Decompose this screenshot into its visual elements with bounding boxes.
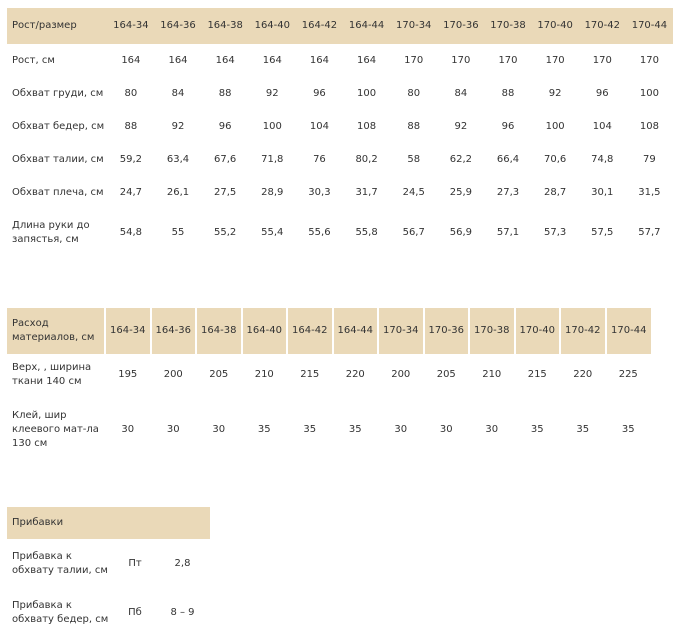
row-label: Прибавка к обхвату бедер, см: [12, 600, 109, 625]
size-header: 164-44: [333, 308, 379, 354]
cell-value: 210: [482, 369, 502, 380]
row-label: Рост, см: [12, 54, 55, 66]
cell-value: 30: [166, 424, 180, 435]
cell-value: 164: [309, 54, 329, 66]
table-row: [7, 209, 673, 257]
cell-value: 104: [592, 120, 612, 132]
size-header: 170-40: [532, 8, 579, 44]
cell-value: 76: [313, 153, 326, 165]
cell-value: 70,6: [544, 153, 567, 165]
size-header: 170-42: [579, 8, 626, 44]
table-row: [7, 354, 651, 396]
size-header: 164-36: [154, 8, 201, 44]
cell-value: 80: [124, 87, 138, 99]
cell-value: 96: [313, 87, 326, 99]
row-label: Клей, шир клеевого мат-ла 130 см: [12, 410, 99, 449]
cell-value: 88: [407, 120, 421, 132]
cell-value: 57,1: [496, 227, 520, 238]
cell-value: 24,7: [119, 186, 142, 198]
cell-value: 200: [391, 369, 411, 380]
size-header: 164-36: [151, 308, 197, 354]
size-header: 164-40: [242, 308, 288, 354]
size-header: 164-38: [202, 8, 249, 44]
cell-value: 55,8: [355, 227, 378, 238]
cell-value: 55: [171, 227, 185, 238]
cell-value: 170: [404, 54, 424, 66]
cell-value: 170: [451, 54, 471, 66]
size-header: 164-44: [343, 8, 390, 44]
cell-value: 24,5: [402, 186, 425, 198]
size-header: 164-34: [107, 8, 154, 44]
row-label: Верх, , ширина ткани 140 см: [12, 362, 92, 387]
cell-value: 96: [501, 120, 515, 132]
size-header: 164-42: [287, 308, 333, 354]
size-header: 164-34: [105, 308, 151, 354]
cell-value: 35: [576, 424, 590, 435]
cell-value: 200: [163, 369, 183, 380]
cell-value: 195: [118, 369, 138, 380]
cell-value: 28,7: [544, 186, 567, 198]
cell-value: 220: [345, 369, 365, 380]
table-row: [7, 143, 673, 176]
cell-value: 220: [573, 369, 593, 380]
allowance-value: 8 – 9: [170, 607, 195, 618]
cell-value: 215: [527, 369, 547, 380]
cell-value: 71,8: [261, 153, 284, 165]
cell-value: 31,7: [355, 186, 378, 198]
cell-value: 88: [218, 87, 232, 99]
cell-value: 170: [545, 54, 565, 66]
cell-value: 55,4: [261, 227, 284, 238]
size-header: 170-44: [606, 308, 652, 354]
cell-value: 225: [618, 369, 638, 380]
cell-value: 100: [262, 120, 282, 132]
cell-value: 66,4: [496, 153, 520, 165]
cell-value: 164: [121, 54, 141, 66]
cell-value: 30: [121, 424, 135, 435]
cell-value: 58: [407, 153, 421, 165]
cell-value: 35: [257, 424, 271, 435]
cell-value: 88: [501, 87, 515, 99]
cell-value: 92: [454, 120, 468, 132]
cell-value: 100: [639, 87, 659, 99]
row-label: Обхват талии, см: [12, 153, 104, 165]
cell-value: 79: [643, 153, 656, 165]
cell-value: 164: [215, 54, 235, 66]
cell-value: 215: [300, 369, 320, 380]
row-label: Прибавка к обхвату талии, см: [12, 551, 108, 576]
cell-value: 35: [303, 424, 317, 435]
table-row: [7, 396, 651, 464]
cell-value: 56,7: [402, 227, 425, 238]
cell-value: 27,3: [496, 186, 520, 198]
cell-value: 30: [485, 424, 499, 435]
cell-value: 80: [407, 87, 421, 99]
cell-value: 92: [265, 87, 279, 99]
cell-value: 84: [454, 87, 468, 99]
table-row: [7, 539, 210, 589]
cell-value: 92: [171, 120, 185, 132]
cell-value: 55,6: [308, 227, 331, 238]
cell-value: 96: [595, 87, 609, 99]
cell-value: 100: [545, 120, 565, 132]
size-header: 164-38: [196, 308, 242, 354]
table-row: [7, 77, 673, 110]
cell-value: 35: [621, 424, 635, 435]
cell-value: 104: [309, 120, 329, 132]
cell-value: 205: [209, 369, 229, 380]
cell-value: 170: [592, 54, 612, 66]
cell-value: 56,9: [449, 227, 472, 238]
size-header: 170-34: [390, 8, 437, 44]
cell-value: 164: [262, 54, 282, 66]
cell-value: 96: [218, 120, 232, 132]
cell-value: 62,2: [449, 153, 472, 165]
materials-table: [7, 308, 651, 464]
size-header: 164-42: [296, 8, 343, 44]
cell-value: 67,6: [214, 153, 237, 165]
cell-value: 170: [639, 54, 659, 66]
cell-value: 108: [357, 120, 377, 132]
table-row: [7, 110, 673, 143]
cell-value: 57,7: [638, 227, 661, 238]
cell-value: 80,2: [355, 153, 378, 165]
cell-value: 164: [168, 54, 188, 66]
cell-value: 30,3: [308, 186, 331, 198]
cell-value: 210: [254, 369, 274, 380]
cell-value: 170: [498, 54, 518, 66]
cell-value: 57,3: [544, 227, 567, 238]
cell-value: 84: [171, 87, 185, 99]
table-row: [7, 589, 210, 637]
size-header: 170-34: [378, 308, 424, 354]
cell-value: 28,9: [261, 186, 284, 198]
cell-value: 100: [357, 87, 377, 99]
cell-value: 59,2: [119, 153, 142, 165]
size-header: 170-42: [560, 308, 606, 354]
header-row: [7, 8, 673, 44]
size-header: 170-40: [515, 308, 561, 354]
cell-value: 54,8: [119, 227, 142, 238]
cell-value: 74,8: [591, 153, 614, 165]
size-header: 170-38: [484, 8, 531, 44]
cell-value: 92: [548, 87, 562, 99]
allowances-title: Прибавки: [7, 507, 210, 539]
header-label: Рост/размер: [7, 8, 107, 44]
size-header: 170-36: [437, 8, 484, 44]
allowances-header-row: [7, 507, 210, 539]
cell-value: 35: [348, 424, 362, 435]
cell-value: 35: [530, 424, 544, 435]
allowance-code: Пт: [128, 558, 142, 569]
size-header: 164-40: [249, 8, 296, 44]
cell-value: 88: [124, 120, 138, 132]
cell-value: 164: [357, 54, 377, 66]
cell-value: 26,1: [166, 186, 190, 198]
cell-value: 30: [394, 424, 408, 435]
row-label: Обхват груди, см: [12, 87, 104, 99]
row-label: Обхват бедер, см: [12, 120, 105, 132]
size-header: 170-44: [626, 8, 673, 44]
cell-value: 55,2: [214, 227, 237, 238]
cell-value: 31,5: [638, 186, 661, 198]
allowances-table: [7, 507, 210, 637]
row-label: Длина руки до запястья, см: [12, 220, 90, 245]
header-row: [7, 308, 651, 354]
cell-value: 57,5: [591, 227, 614, 238]
cell-value: 205: [436, 369, 456, 380]
table-row: [7, 44, 673, 77]
size-header: 170-38: [469, 308, 515, 354]
size-table: [7, 8, 673, 257]
cell-value: 25,9: [449, 186, 472, 198]
allowance-code: Пб: [128, 607, 142, 618]
cell-value: 30,1: [591, 186, 614, 198]
size-header: 170-36: [424, 308, 470, 354]
cell-value: 63,4: [166, 153, 190, 165]
cell-value: 27,5: [214, 186, 237, 198]
header-label: Расход материалов, см: [7, 308, 105, 354]
allowance-value: 2,8: [174, 558, 191, 569]
cell-value: 30: [439, 424, 453, 435]
cell-value: 30: [212, 424, 226, 435]
table-row: [7, 176, 673, 209]
row-label: Обхват плеча, см: [12, 186, 104, 198]
cell-value: 108: [639, 120, 659, 132]
